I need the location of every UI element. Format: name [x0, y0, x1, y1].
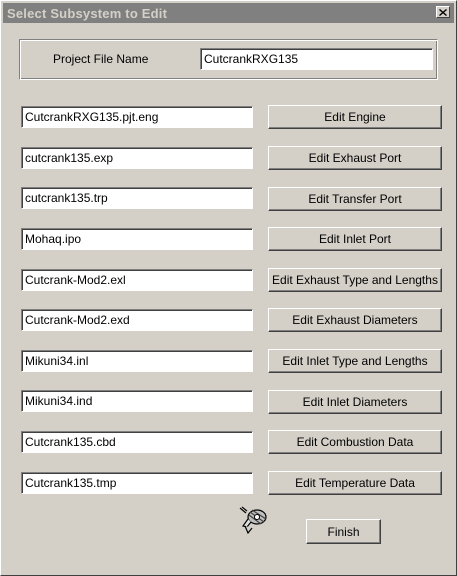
- edit-exhaust-type-lengths-button[interactable]: Edit Exhaust Type and Lengths: [268, 268, 442, 292]
- exhaust-port-file-field[interactable]: cutcrank135.exp: [21, 147, 253, 169]
- project-file-label: Project File Name: [53, 52, 149, 66]
- finish-button[interactable]: Finish: [306, 519, 381, 544]
- project-file-field[interactable]: CutcrankRXG135: [200, 48, 433, 70]
- edit-inlet-diameters-button[interactable]: Edit Inlet Diameters: [268, 390, 442, 414]
- window-title: Select Subsystem to Edit: [7, 5, 168, 21]
- edit-transfer-port-button[interactable]: Edit Transfer Port: [268, 187, 442, 211]
- title-bar[interactable]: [3, 3, 454, 23]
- edit-combustion-data-button[interactable]: Edit Combustion Data: [268, 430, 442, 454]
- temperature-file-field[interactable]: Cutcrank135.tmp: [21, 472, 253, 494]
- combustion-file-field[interactable]: Cutcrank135.cbd: [21, 431, 253, 453]
- engine-logo-icon: [238, 506, 270, 534]
- inlet-port-file-field[interactable]: Mohaq.ipo: [21, 228, 253, 250]
- edit-inlet-type-lengths-button[interactable]: Edit Inlet Type and Lengths: [268, 349, 442, 373]
- edit-exhaust-port-button[interactable]: Edit Exhaust Port: [268, 146, 442, 170]
- exhaust-diameters-file-field[interactable]: Cutcrank-Mod2.exd: [21, 309, 253, 331]
- close-button[interactable]: [436, 6, 450, 18]
- inlet-diameters-file-field[interactable]: Mikuni34.ind: [21, 390, 253, 412]
- edit-temperature-data-button[interactable]: Edit Temperature Data: [268, 471, 442, 495]
- edit-inlet-port-button[interactable]: Edit Inlet Port: [268, 227, 442, 251]
- transfer-port-file-field[interactable]: cutcrank135.trp: [21, 187, 253, 209]
- inlet-lengths-file-field[interactable]: Mikuni34.inl: [21, 350, 253, 372]
- edit-engine-button[interactable]: Edit Engine: [268, 105, 442, 129]
- close-icon: [439, 9, 447, 16]
- edit-exhaust-diameters-button[interactable]: Edit Exhaust Diameters: [268, 308, 442, 332]
- engine-file-field[interactable]: CutcrankRXG135.pjt.eng: [21, 106, 253, 128]
- exhaust-lengths-file-field[interactable]: Cutcrank-Mod2.exl: [21, 269, 253, 291]
